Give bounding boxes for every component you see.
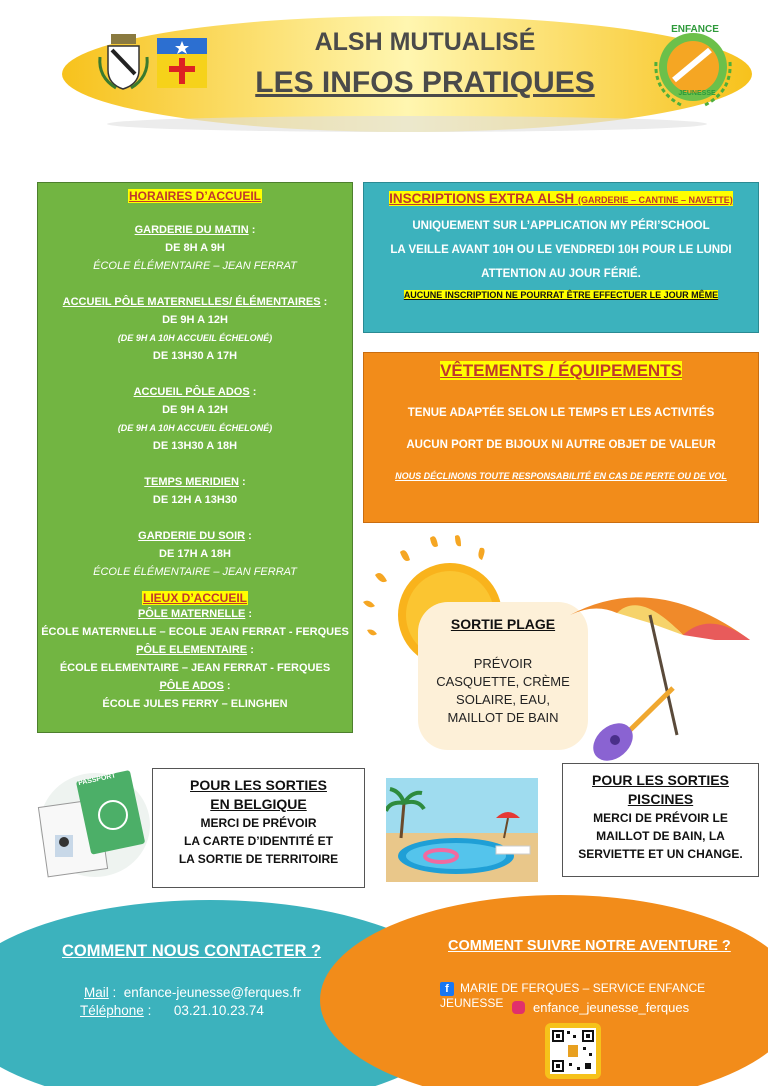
swimming-pool-icon: [386, 778, 538, 882]
colon: :: [245, 608, 253, 620]
colon: :: [239, 476, 246, 488]
piscines-heading1: POUR LES SORTIES: [592, 772, 729, 788]
colon: :: [248, 224, 256, 236]
logo-circle-icon: [648, 22, 738, 112]
colon: :: [247, 644, 254, 656]
vetements-line2: AUCUN PORT DE BIJOUX NI AUTRE OBJET DE VALEUR: [406, 439, 716, 451]
piscines-line: MAILLOT DE BAIN, LA: [596, 829, 725, 843]
inscriptions-line3: ATTENTION AU JOUR FÉRIÉ.: [481, 268, 641, 280]
pole-mat-place: ÉCOLE MATERNELLE – ECOLE JEAN FERRAT - FERQUES: [41, 626, 349, 638]
pole-mat-label: PÔLE MATERNELLE: [137, 608, 246, 620]
plage-heading: SORTIE PLAGE: [450, 616, 556, 632]
mail-value[interactable]: enfance-jeunesse@ferques.fr: [123, 985, 302, 1000]
contact-tel-row: [80, 1003, 380, 1018]
piscines-heading2: PISCINES: [627, 791, 694, 807]
inscriptions-heading: [389, 191, 733, 206]
contact-heading: COMMENT NOUS CONTACTER ?: [62, 942, 322, 960]
horaires-panel: [37, 182, 353, 733]
town-crest-icon: [96, 32, 151, 92]
inscriptions-line2: LA VEILLE AVANT 10H OU LE VENDREDI 10H POUR LE LUNDI: [390, 244, 732, 256]
pole-elem-label: PÔLE ELEMENTAIRE: [136, 644, 248, 656]
passport-label: PASSPORT: [77, 772, 117, 788]
tel-label: Téléphone: [80, 1003, 144, 1018]
contact-mail-row: [84, 985, 384, 1000]
inscriptions-heading-text: INSCRIPTIONS EXTRA ALSH: [389, 191, 575, 206]
facebook-icon: f: [440, 982, 454, 996]
temps-meridien-label: TEMPS MERIDIEN: [144, 476, 239, 488]
belgique-line: MERCI DE PRÉVOIR: [200, 816, 317, 830]
piscines-panel: [562, 763, 759, 877]
vetements-heading: VÊTEMENTS / ÉQUIPEMENTS: [440, 361, 682, 380]
mail-label: Mail: [84, 985, 109, 1000]
plage-line: MAILLOT DE BAIN: [447, 710, 559, 725]
inscriptions-line1: UNIQUEMENT SUR L’APPLICATION MY PÉRI’SCHOOL: [412, 220, 710, 232]
pole-mat-elem-time1: DE 9H A 12H: [162, 314, 228, 326]
pole-ados-label: ACCUEIL PÔLE ADOS: [133, 386, 250, 398]
instagram-row[interactable]: [512, 1000, 762, 1015]
garderie-matin-place: ÉCOLE ÉLÉMENTAIRE – JEAN FERRAT: [93, 260, 297, 272]
follow-heading: COMMENT SUIVRE NOTRE AVENTURE ?: [448, 938, 731, 954]
pole-mat-elem-note: (DE 9H A 10H ACCUEIL ÉCHELONÉ): [117, 333, 273, 343]
piscines-line: SERVIETTE ET UN CHANGE.: [578, 847, 743, 861]
pole-ados-time1: DE 9H A 12H: [162, 404, 228, 416]
garderie-soir-place: ÉCOLE ÉLÉMENTAIRE – JEAN FERRAT: [93, 566, 297, 578]
belgique-line: LA SORTIE DE TERRITOIRE: [178, 852, 339, 866]
colon: :: [223, 680, 231, 692]
lieux-heading: LIEUX D’ACCUEIL: [142, 591, 247, 605]
colon: :: [320, 296, 328, 308]
piscines-line: MERCI DE PRÉVOIR LE: [593, 811, 728, 825]
inscriptions-panel: [363, 182, 759, 333]
temps-meridien-time: DE 12H A 13H30: [152, 494, 238, 506]
belgique-panel: [152, 768, 365, 888]
belgique-heading2: EN BELGIQUE: [210, 796, 307, 812]
instagram-text: enfance_jeunesse_ferques: [533, 1000, 690, 1015]
colon: :: [249, 386, 257, 398]
page-title-line1: ALSH MUTUALISÉ: [314, 28, 536, 56]
inscriptions-heading-small: (GARDERIE – CANTINE – NAVETTE): [577, 195, 733, 205]
pole-ados-time2: DE 13H30 A 18H: [152, 440, 238, 452]
plage-line: PRÉVOIR: [473, 656, 533, 671]
ukulele-icon: [585, 680, 680, 765]
pole-ados-place: ÉCOLE JULES FERRY – ELINGHEN: [102, 698, 288, 710]
instagram-icon: [512, 1001, 525, 1014]
garderie-soir-label: GARDERIE DU SOIR: [138, 530, 246, 542]
plage-text: [418, 655, 588, 727]
garderie-soir-time: DE 17H A 18H: [159, 548, 231, 560]
pole-elem-place: ÉCOLE ELEMENTAIRE – JEAN FERRAT - FERQUES: [59, 662, 331, 674]
vetements-line1: TENUE ADAPTÉE SELON LE TEMPS ET LES ACTIVITÉS: [407, 407, 715, 419]
garderie-matin-time: DE 8H A 9H: [165, 242, 225, 254]
garderie-matin-label: GARDERIE DU MATIN: [134, 224, 249, 236]
mail-sep: :: [108, 985, 117, 1000]
plage-line: CASQUETTE, CRÈME: [436, 674, 570, 689]
logo-text-bottom: JEUNESSE: [678, 90, 716, 97]
facebook-text: MARIE DE FERQUES – SERVICE ENFANCE JEUNESSE: [440, 981, 706, 1010]
belgique-line: LA CARTE D’IDENTITÉ ET: [184, 834, 333, 848]
tel-value[interactable]: 03.21.10.23.74: [173, 1003, 264, 1018]
belgique-heading1: POUR LES SORTIES: [190, 777, 327, 793]
pole-ados-note: (DE 9H A 10H ACCUEIL ÉCHELONÉ): [117, 423, 273, 433]
qr-code-icon[interactable]: [545, 1023, 601, 1079]
horaires-heading: HORAIRES D’ACCUEIL: [128, 189, 261, 203]
plage-line: SOLAIRE, EAU,: [456, 692, 550, 707]
logo-text-top: ENFANCE: [671, 24, 719, 35]
tel-sep: :: [143, 1003, 152, 1018]
pole-mat-elem-label: ACCUEIL PÔLE MATERNELLES/ ÉLÉMENTAIRES: [62, 296, 321, 308]
vetements-panel: [363, 352, 759, 523]
colon: :: [245, 530, 252, 542]
pole-mat-elem-time2: DE 13H30 A 17H: [152, 350, 238, 362]
inscriptions-warning: AUCUNE INSCRIPTION NE POURRAT ÊTRE EFFECTUER LE JOUR MÊME: [403, 290, 719, 300]
pole-ados-lieu-label: PÔLE ADOS: [159, 680, 224, 692]
page-title-line2: LES INFOS PRATIQUES: [255, 66, 595, 99]
vetements-disclaimer: NOUS DÉCLINONS TOUTE RESPONSABILITÉ EN CAS DE PERTE OU DE VOL: [395, 471, 727, 481]
enfance-jeunesse-logo: [648, 22, 738, 112]
